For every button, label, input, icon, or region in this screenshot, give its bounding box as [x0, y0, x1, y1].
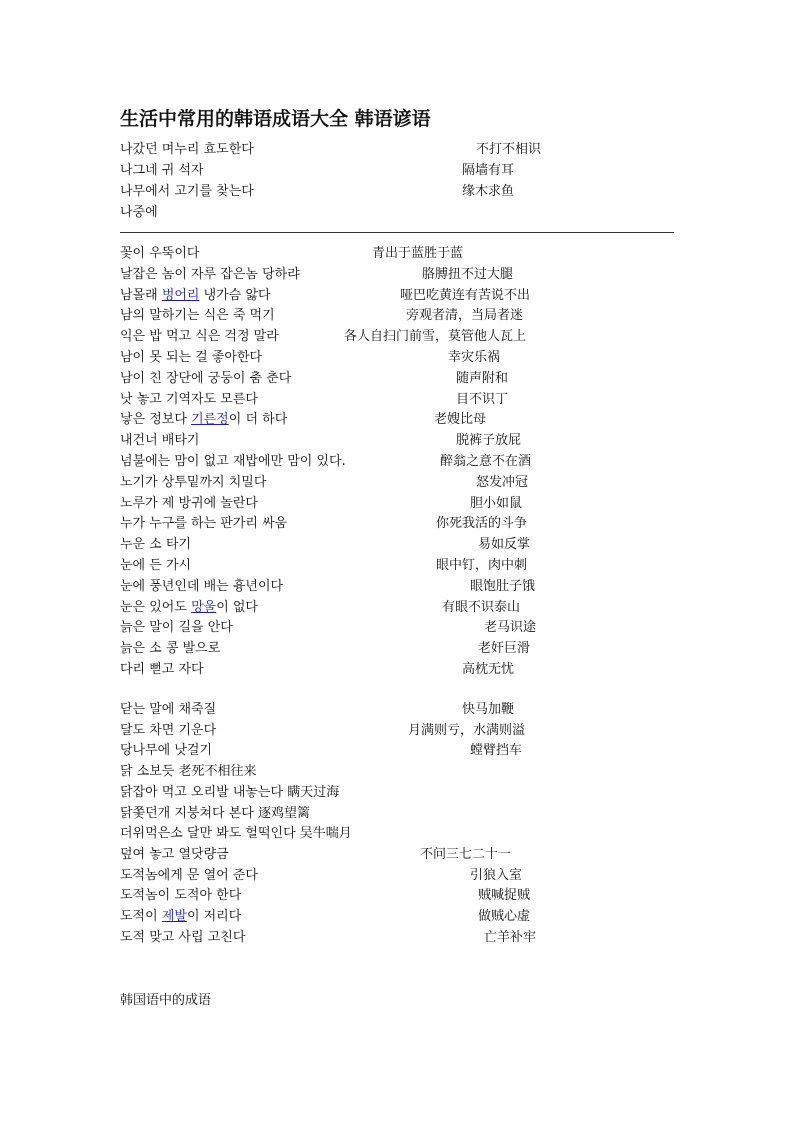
- chinese-translation: 眼饱肚子饿: [470, 578, 536, 594]
- chinese-translation: 缘木求鱼: [462, 184, 515, 199]
- korean-proverb: [120, 886, 241, 906]
- korean-proverb: [120, 577, 283, 597]
- korean-text: 달도 차면 기운다: [120, 722, 217, 738]
- korean-proverb: [120, 244, 199, 264]
- proverb-row: [0, 556, 794, 576]
- proverb-row: [0, 494, 794, 514]
- korean-text: 넘불에는 맘이 없고 재밥에만 맘이 있다.: [120, 454, 346, 469]
- korean-text: 이 더 하다: [228, 412, 288, 428]
- proverb-row: [0, 431, 794, 451]
- proverb-row: [0, 928, 794, 948]
- korean-text: 덮여 놓고 열닷량금: [120, 846, 229, 862]
- korean-text: 도적 맞고 사립 고친다: [120, 929, 246, 945]
- proverb-row: [0, 598, 794, 618]
- chinese-translation: 旁观者清，当局者迷: [406, 308, 524, 324]
- korean-proverb: [120, 824, 352, 844]
- proverb-row: [0, 203, 794, 223]
- korean-proverb: [120, 265, 300, 285]
- proverb-row: [0, 845, 794, 865]
- korean-proverb: [120, 286, 271, 306]
- korean-text: 낫 놓고 기역자도 모른다: [120, 391, 258, 407]
- korean-text: 도적놈이 도적아 한다: [120, 888, 242, 904]
- korean-proverb: [120, 598, 258, 618]
- proverb-row: [0, 327, 794, 347]
- horizontal-divider: [120, 232, 674, 233]
- korean-proverb: [120, 741, 212, 761]
- korean-text: 눈에 풍년인데 배는 흉년이다: [120, 578, 284, 594]
- korean-text: 나무에서 고기를 찾는다: [120, 184, 254, 199]
- korean-text: 이 저리다: [186, 909, 242, 924]
- korean-proverb: [120, 410, 287, 430]
- korean-proverb: [120, 804, 310, 824]
- korean-proverb: [120, 473, 266, 493]
- korean-text: 꽃이 우뚝이다: [120, 246, 200, 261]
- korean-text: 누운 소 타기: [120, 537, 192, 553]
- chinese-translation: 快马加鞭: [462, 702, 515, 717]
- proverb-row: [0, 348, 794, 368]
- korean-proverb: [120, 928, 245, 948]
- korean-text: 늙은 말이 길을 안다: [120, 620, 233, 636]
- chinese-translation: 幸灾乐祸: [448, 350, 501, 365]
- korean-text: 남몰래: [120, 287, 162, 303]
- chinese-translation: 怒发冲冠: [476, 474, 529, 490]
- korean-proverb: [120, 452, 346, 472]
- korean-proverb: [120, 556, 191, 576]
- footer-text: 韩国语中的成语: [120, 993, 212, 1008]
- korean-proverb: [120, 431, 199, 451]
- korean-text: 눈은 있어도: [120, 599, 192, 615]
- korean-proverb: [120, 306, 275, 326]
- korean-text: 당나무에 낫걸기: [120, 743, 213, 759]
- proverb-row: [0, 639, 794, 659]
- korean-text: 노기가 상투밑까지 치밀다: [120, 474, 267, 490]
- korean-proverb: [120, 161, 204, 181]
- korean-text: 닭잡아 먹고 오리발 내놓는다 瞒天过海: [120, 784, 340, 800]
- korean-text: 남이 친 장단에 궁둥이 춤 춘다: [120, 370, 292, 386]
- chinese-translation: 眼中钉，肉中刺: [436, 558, 528, 573]
- korean-proverb: [120, 494, 258, 514]
- korean-proverb: [120, 783, 339, 803]
- korean-text: 눈에 든 가시: [120, 558, 192, 573]
- chinese-translation: 引狼入室: [470, 867, 523, 883]
- korean-proverb: [120, 390, 258, 410]
- korean-text: 나갔던 며누리 효도한다: [120, 142, 254, 157]
- korean-text: 냉가슴 앓다: [199, 287, 271, 303]
- korean-text: 낳은 정보다: [120, 412, 192, 428]
- proverb-row: [0, 700, 794, 720]
- korean-text: 늙은 소 콩 발으로: [120, 641, 221, 657]
- korean-text: 나그네 귀 석자: [120, 163, 204, 178]
- korean-proverb: [120, 762, 257, 782]
- korean-text: 누가 누구를 하는 판가리 싸움: [120, 516, 288, 532]
- proverb-row: [0, 886, 794, 906]
- chinese-translation: 目不识丁: [456, 391, 509, 407]
- proverb-row: [0, 824, 794, 844]
- korean-text: 도적놈에게 문 열어 준다: [120, 867, 258, 883]
- chinese-translation: 脱裤子放屁: [456, 433, 522, 449]
- dictionary-link[interactable]: 제발: [161, 909, 187, 924]
- chinese-translation: 有眼不识泰山: [442, 599, 521, 615]
- chinese-translation: 你死我活的斗争: [436, 516, 528, 532]
- proverb-row: [0, 804, 794, 824]
- proverb-row: [0, 473, 794, 493]
- proverb-row: [0, 182, 794, 202]
- chinese-translation: 贼喊捉贼: [478, 888, 531, 904]
- proverb-row: [0, 721, 794, 741]
- korean-proverb: [120, 721, 216, 741]
- korean-proverb: [120, 660, 204, 680]
- korean-text: 닭 소보듯 老死不相往来: [120, 764, 257, 780]
- chinese-translation: 易如反掌: [478, 537, 531, 553]
- korean-text: 노루가 제 방귀에 놀란다: [120, 495, 258, 511]
- proverb-row: [0, 161, 794, 181]
- proverb-row: [0, 907, 794, 927]
- korean-proverb: [120, 535, 191, 555]
- proverb-row: [0, 390, 794, 410]
- korean-proverb: [120, 907, 241, 927]
- korean-text: 닫는 말에 채죽질: [120, 702, 217, 717]
- chinese-translation: 胆小如鼠: [470, 495, 523, 511]
- korean-text: 닭쫓던개 지붕쳐다 본다 逐鸡望篱: [120, 805, 310, 821]
- korean-text: 내건너 배타기: [120, 433, 200, 449]
- chinese-translation: 青出于蓝胜于蓝: [372, 246, 464, 261]
- korean-text: 남이 못 되는 걸 좋아한다: [120, 350, 263, 365]
- korean-text: 더위먹은소 달만 봐도 헐떡인다 吴牛喘月: [120, 826, 352, 842]
- proverb-row: [0, 741, 794, 761]
- korean-proverb: [120, 618, 233, 638]
- korean-text: 날잡은 놈이 자루 잡은놈 당하랴: [120, 266, 300, 282]
- chinese-translation: 哑巴吃黄连有苦说不出: [400, 287, 531, 303]
- chinese-translation: 各人自扫门前雪，莫管他人瓦上: [344, 329, 527, 345]
- proverb-row: [0, 306, 794, 326]
- proverb-row: [0, 244, 794, 264]
- proverb-row: [0, 265, 794, 285]
- korean-text: 익은 밥 먹고 식은 걱정 말라: [120, 329, 279, 345]
- chinese-translation: 老嫂比母: [434, 412, 487, 428]
- chinese-translation: 亡羊补牢: [484, 929, 537, 945]
- page-title: 生活中常用的韩语成语大全 韩语谚语: [120, 108, 431, 130]
- dictionary-link[interactable]: 벙어리: [161, 287, 200, 303]
- chinese-translation: 醉翁之意不在酒: [440, 454, 532, 469]
- dictionary-link[interactable]: 망울: [191, 599, 217, 615]
- korean-proverb: [120, 327, 279, 347]
- proverb-row: [0, 140, 794, 160]
- chinese-translation: 老马识途: [484, 620, 537, 636]
- proverb-row: [0, 866, 794, 886]
- chinese-translation: 月满则亏，水满则溢: [408, 722, 526, 738]
- korean-proverb: [120, 700, 216, 720]
- korean-proverb: [120, 203, 158, 223]
- korean-text: 이 없다: [216, 599, 258, 615]
- proverb-row: [0, 452, 794, 472]
- chinese-translation: 不打不相识: [476, 142, 542, 157]
- chinese-translation: 不问三七二十一: [420, 846, 512, 862]
- korean-text: 도적이: [120, 909, 162, 924]
- proverb-row: [0, 762, 794, 782]
- proverb-row: [0, 410, 794, 430]
- chinese-translation: 做贼心虚: [478, 909, 531, 924]
- korean-proverb: [120, 845, 229, 865]
- proverb-row: [0, 618, 794, 638]
- chinese-translation: 随声附和: [456, 370, 509, 386]
- dictionary-link[interactable]: 기른정: [191, 412, 229, 428]
- korean-proverb: [120, 866, 258, 886]
- proverb-row: [0, 783, 794, 803]
- chinese-translation: 胳膊扭不过大腿: [422, 266, 514, 282]
- korean-proverb: [120, 348, 262, 368]
- chinese-translation: 隔墙有耳: [462, 163, 515, 178]
- proverb-row: [0, 535, 794, 555]
- korean-proverb: [120, 639, 220, 659]
- proverb-row: [0, 286, 794, 306]
- korean-proverb: [120, 182, 254, 202]
- korean-text: 나중에: [120, 205, 158, 220]
- chinese-translation: 老奸巨滑: [478, 641, 531, 657]
- korean-text: 다리 뻗고 자다: [120, 662, 204, 677]
- korean-proverb: [120, 514, 287, 534]
- proverb-row: [0, 660, 794, 680]
- proverb-row: [0, 514, 794, 534]
- korean-proverb: [120, 140, 254, 160]
- chinese-translation: 螳臂挡车: [470, 743, 523, 759]
- korean-proverb: [120, 369, 291, 389]
- proverb-row: [0, 577, 794, 597]
- proverb-row: [0, 369, 794, 389]
- korean-text: 남의 말하기는 식은 죽 먹기: [120, 308, 275, 324]
- chinese-translation: 高枕无忧: [462, 662, 515, 677]
